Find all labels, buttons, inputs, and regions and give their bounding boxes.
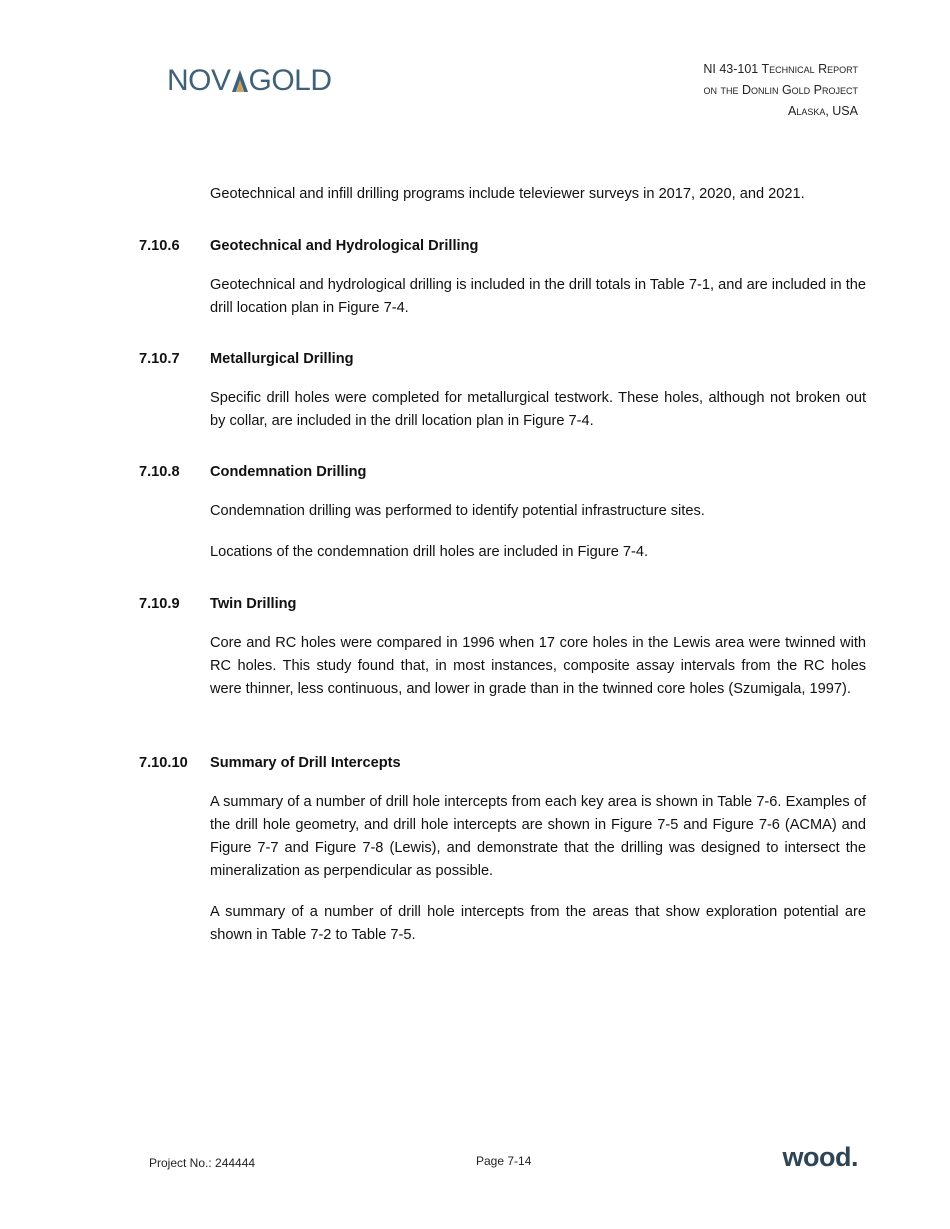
report-title-line3: Alaska, USA: [787, 104, 858, 118]
section-paragraph: Core and RC holes were compared in 1996 when 17 core holes in the Lewis area were twinned with RC holes. This study found that, in most instances, composite assay intervals from the RC holes were thinner, less continuous, and lower in grade than in the twinned core holes (Szumigala, 1997).: [210, 635, 866, 697]
section-title: Condemnation Drilling: [210, 464, 367, 480]
report-title-line2: on the Donlin Gold Project: [703, 83, 858, 97]
page-number: Page 7-14: [476, 1154, 532, 1168]
report-title-line1: NI 43-101 Technical Report: [703, 62, 858, 76]
logo-text-left: NOV: [167, 64, 231, 97]
report-title-block: [703, 59, 858, 122]
section-paragraph: Specific drill holes were completed for metallurgical testwork. These holes, although not broken out by collar, are included in the drill location plan in Figure 7-4.: [210, 390, 866, 429]
section-paragraph: Geotechnical and hydrological drilling is included in the drill totals in Table 7-1, and are included in the drill location plan in Figure 7-4.: [210, 277, 866, 316]
section-number: 7.10.9: [139, 596, 180, 612]
section-paragraph: A summary of a number of drill hole intercepts from the areas that show exploration potential are shown in Table 7-2 to Table 7-5.: [210, 904, 866, 943]
section-paragraph: Locations of the condemnation drill holes are included in Figure 7-4.: [210, 544, 649, 560]
section-number: 7.10.7: [139, 351, 180, 367]
section-number: 7.10.6: [139, 238, 180, 254]
logo-a-glyph: [231, 67, 249, 93]
section-number: 7.10.10: [139, 755, 188, 771]
section-title: Twin Drilling: [210, 596, 297, 612]
section-title: Metallurgical Drilling: [210, 351, 354, 367]
section-title: Summary of Drill Intercepts: [210, 755, 401, 771]
section-paragraph: A summary of a number of drill hole intercepts from each key area is shown in Table 7-6. Examples of the drill hole geometry, and drill hole intercepts are shown in Figure 7-5 and Figure 7-6 (ACMA) and Figure 7-7 and Figure 7-8 (Lewis), and demonstrate that the drilling was designed to intersect the mineralization as perpendicular as possible.: [210, 794, 866, 879]
section-paragraph: Condemnation drilling was performed to identify potential infrastructure sites.: [210, 503, 705, 519]
section-number: 7.10.8: [139, 464, 180, 480]
project-number: Project No.: 244444: [149, 1156, 256, 1170]
novagold-logo: [167, 64, 332, 98]
section-title: Geotechnical and Hydrological Drilling: [210, 238, 479, 254]
logo-text-right: GOLD: [248, 64, 332, 97]
intro-paragraph: Geotechnical and infill drilling programs include televiewer surveys in 2017, 2020, and 2021.: [210, 186, 805, 202]
wood-logo: wood.: [782, 1142, 858, 1172]
